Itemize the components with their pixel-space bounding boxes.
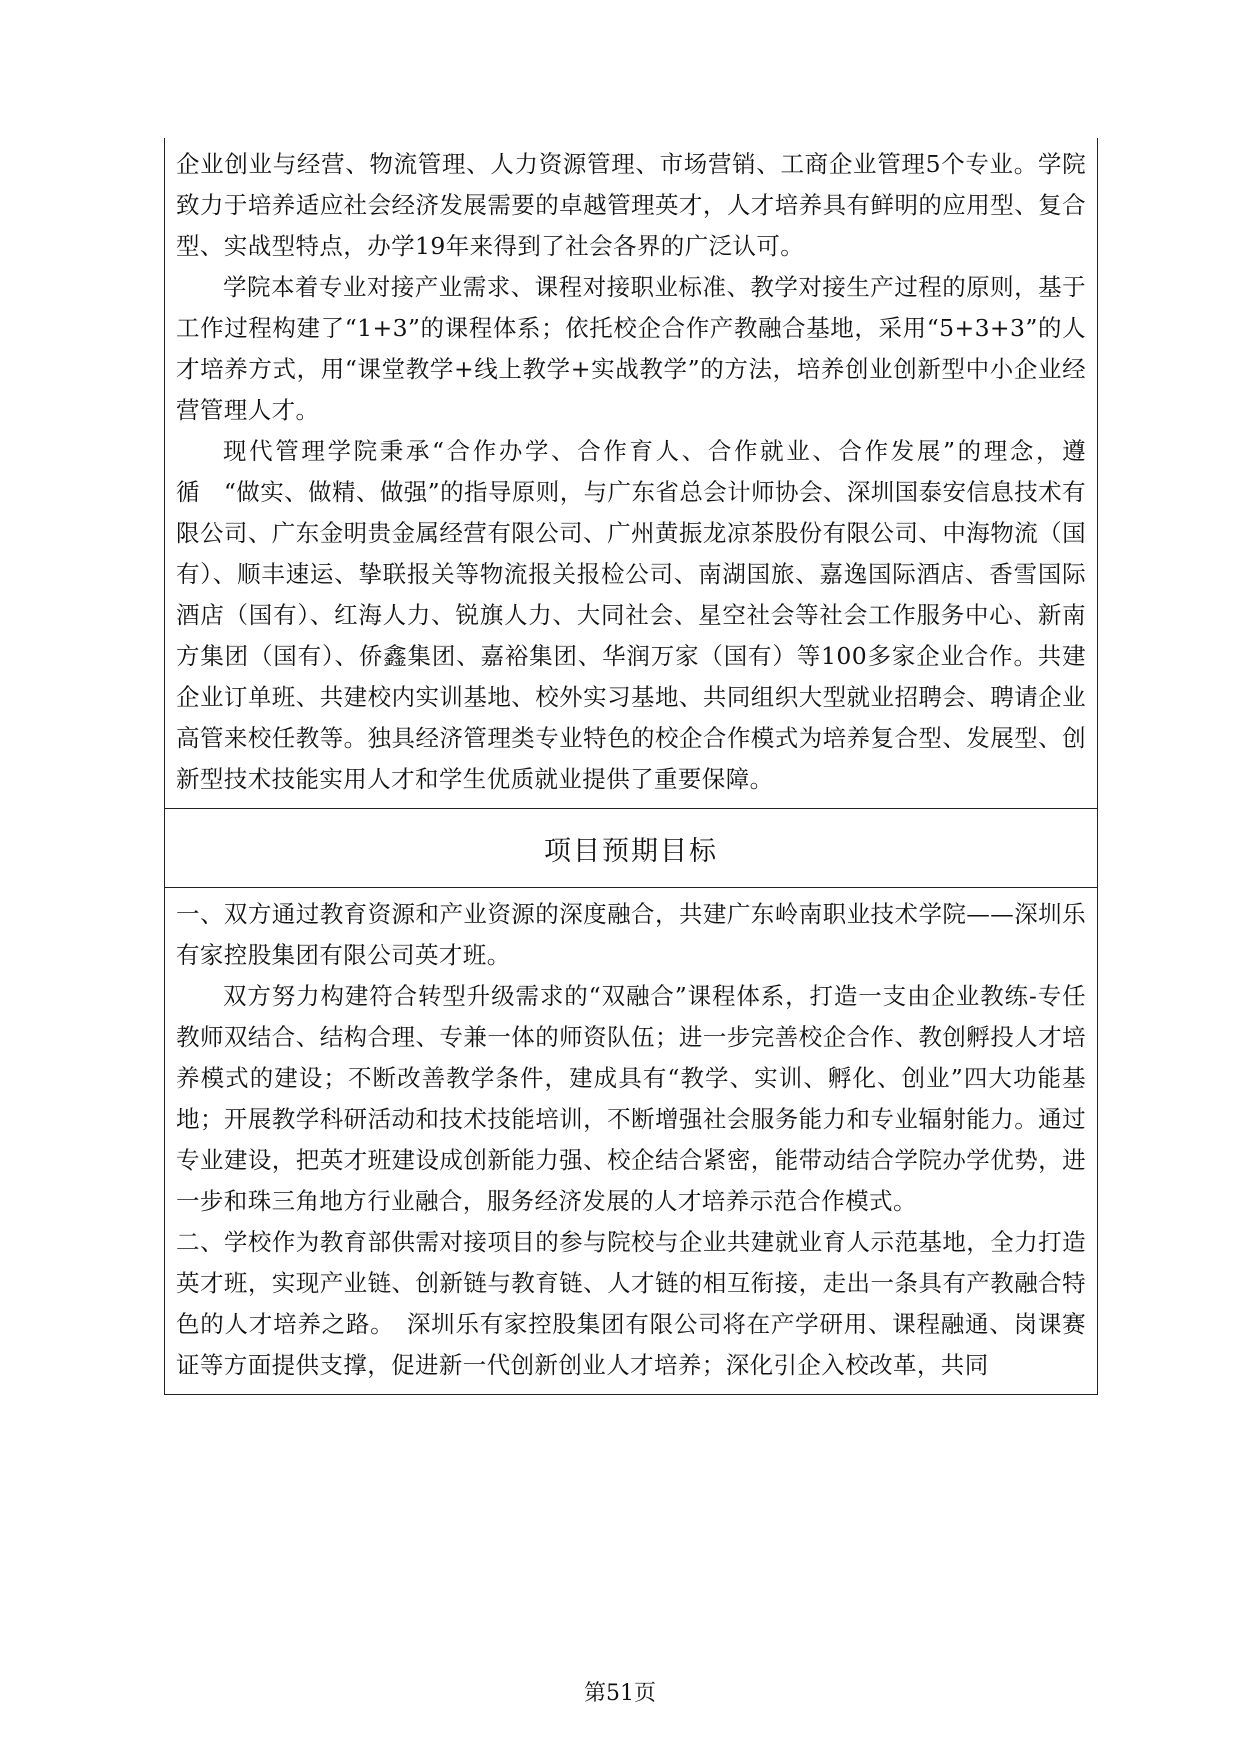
paragraph: 学院本着专业对接产业需求、课程对接职业标准、教学对接生产过程的原则，基于工作过程构建了“1+3”的课程体系；依托校企合作产教融合基地，采用“5+3+3”的人才培养方式，用“课堂教学+线上教学+实战教学”的方法，培养创业创新型中小企业经营管理人才。	[176, 273, 1086, 424]
paragraph: 二、学校作为教育部供需对接项目的参与院校与企业共建就业育人示范基地，全力打造英才班，实现产业链、创新链与教育链、人才链的相互衔接，走出一条具有产教融合特色的人才培养之路。 深圳乐有家控股集团有限公司将在产学研用、课程融通、岗课赛证等方面提供支撑，促进新一代创新创业人才培养；深化引企入校改革，共同	[176, 1228, 1086, 1379]
section-header-row	[165, 808, 1097, 888]
paragraph: 双方努力构建符合转型升级需求的“双融合”课程体系，打造一支由企业教练-专任教师双结合、结构合理、专兼一体的师资队伍；进一步完善校企合作、教创孵投人才培养模式的建设；不断改善教学条件，建成具有“教学、实训、孵化、创业”四大功能基地；开展教学科研活动和技术技能培训，不断增强社会服务能力和专业辐射能力。通过专业建设，把英才班建设成创新能力强、校企结合紧密，能带动结合学院办学优势，进一步和珠三角地方行业融合，服务经济发展的人才培养示范合作模式。	[176, 982, 1086, 1215]
paragraph: 一、双方通过教育资源和产业资源的深度融合，共建广东岭南职业技术学院——深圳乐有家控股集团有限公司英才班。	[176, 900, 1086, 969]
project-goals-cell	[165, 888, 1097, 1394]
page-number: 第51页	[584, 1681, 656, 1706]
document-table	[164, 138, 1098, 1395]
college-introduction-cell	[165, 138, 1097, 808]
paragraph: 企业创业与经营、物流管理、人力资源管理、市场营销、工商企业管理5个专业。学院致力于培养适应社会经济发展需要的卓越管理英才，人才培养具有鲜明的应用型、复合型、实战型特点，办学19年来得到了社会各界的广泛认可。	[176, 150, 1086, 260]
paragraph: 现代管理学院秉承“合作办学、合作育人、合作就业、合作发展”的理念，遵循 “做实、做精、做强”的指导原则，与广东省总会计师协会、深圳国泰安信息技术有限公司、广东金明贵金属经营有限公司、广州黄振龙凉茶股份有限公司、中海物流（国有）、顺丰速运、挚联报关等物流报关报检公司、南湖国旅、嘉逸国际酒店、香雪国际酒店（国有）、红海人力、锐旗人力、大同社会、星空社会等社会工作服务中心、新南方集团（国有）、侨鑫集团、嘉裕集团、华润万家（国有）等100多家企业合作。共建企业订单班、共建校内实训基地、校外实习基地、共同组织大型就业招聘会、聘请企业高管来校任教等。独具经济管理类专业特色的校企合作模式为培养复合型、发展型、创新型技术技能实用人才和学生优质就业提供了重要保障。	[176, 437, 1086, 793]
section-title: 项目预期目标	[544, 835, 718, 867]
